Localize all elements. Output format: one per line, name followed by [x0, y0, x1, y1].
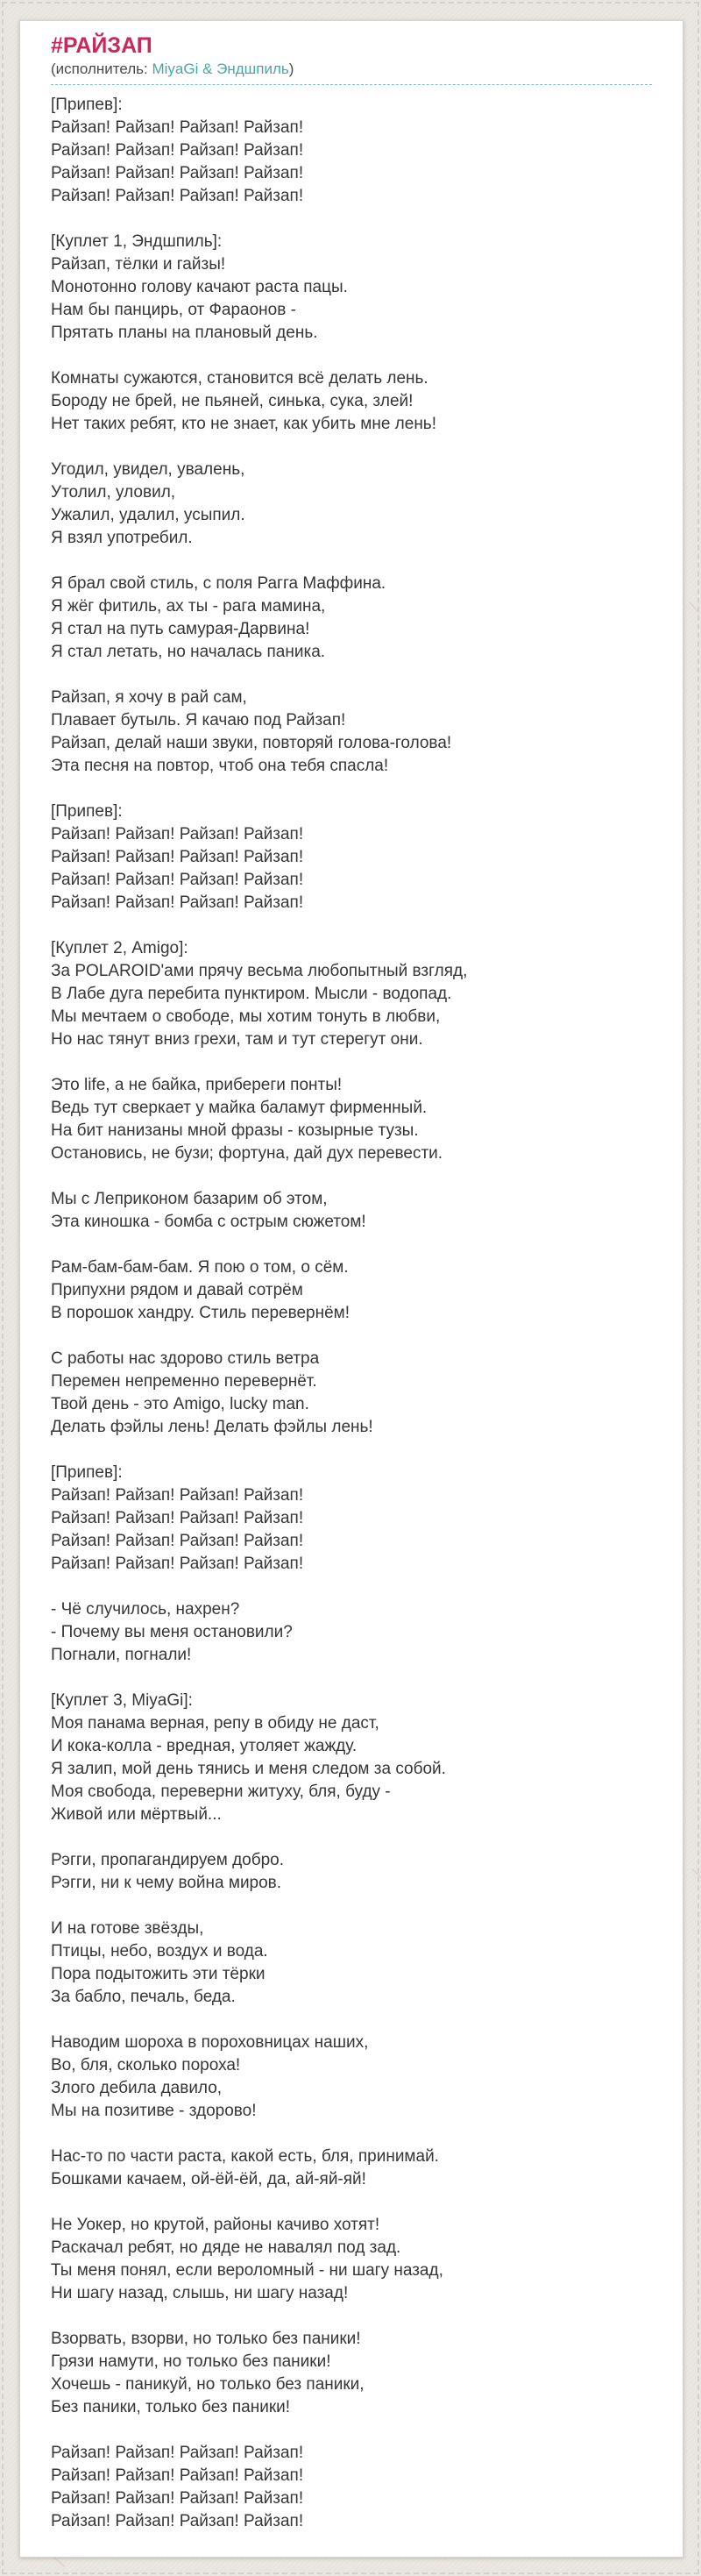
stanza: [Припев]: Райзап! Райзап! Райзап! Райзап! Райзап! Райзап! Райзап! Райзап! Райзап! Райзап! Райзап! Райзап! Райзап! Райзап! Райзап! Райзап! — [51, 96, 304, 205]
stanza: Взорвать, взорви, но только без паники! Грязи намути, но только без паники! Хочешь - паникуй, но только без паники, Без паники, только без паники! — [51, 2330, 365, 2416]
stanza: С работы нас здорово стиль ветра Перемен непременно перевернёт. Твой день - это Amigo, lucky man. Делать фэйлы лень! Делать фэйлы лень! — [51, 1349, 373, 1436]
stanza: [Припев]: Райзап! Райзап! Райзап! Райзап! Райзап! Райзап! Райзап! Райзап! Райзап! Райзап! Райзап! Райзап! Райзап! Райзап! Райзап! Райзап! — [51, 802, 304, 912]
stanza: Это life, а не байка, прибереги понты! Ведь тут сверкает у майка баламут фирменный. На бит нанизаны мной фразы - козырные тузы. Остановись, не бузи; фортуна, дай дух перевести. — [51, 1076, 443, 1163]
stanza: [Припев]: Райзап! Райзап! Райзап! Райзап! Райзап! Райзап! Райзап! Райзап! Райзап! Райзап! Райзап! Райзап! Райзап! Райзап! Райзап! Райзап! — [51, 1463, 304, 1573]
artist-prefix-label: (исполнитель: — [51, 60, 152, 77]
stanza: Райзап, я хочу в рай сам, Плавает бутыль. Я качаю под Райзап! Райзап, делай наши звуки, повторяй голова-голова! Эта песня на повтор, чтоб она тебя спасла! — [51, 688, 452, 775]
artist-line — [51, 61, 652, 85]
stanza: Я брал свой стиль, с поля Рагга Маффина. Я жёг фитиль, ах ты - рага мамина, Я стал на путь самурая-Дарвина! Я стал летать, но началась паника. — [51, 574, 386, 661]
stanza: И на готове звёзды, Птицы, небо, воздух и вода. Пора подытожить эти тёрки За бабло, печаль, беда. — [51, 1919, 268, 2006]
stanza: [Куплет 1, Эндшпиль]: Райзап, тёлки и гайзы! Монотонно голову качают раста пацы. Нам бы панцирь, от Фараонов - Прятать планы на плановый день. — [51, 232, 348, 342]
page-title: #РАЙЗАП — [51, 33, 152, 58]
lyrics-card — [19, 20, 683, 2558]
artist-link[interactable]: MiyaGi & Эндшпиль — [152, 60, 289, 77]
stanza: Рам-бам-бам-бам. Я пою о том, о сём. Припухни рядом и давай сотрём В порошок хандру. Стиль перевернём! — [51, 1258, 350, 1322]
stanza: Нас-то по части раста, какой есть, бля, принимай. Бошками качаем, ой-ёй-ёй, да, ай-яй-яй! — [51, 2147, 439, 2188]
paper-scratch — [689, 601, 698, 613]
paper-scratch — [53, 2556, 65, 2566]
stanza: Рэгги, пропагандируем добро. Рэгги, ни к чему война миров. — [51, 1851, 285, 1892]
stanza: Райзап! Райзап! Райзап! Райзап! Райзап! Райзап! Райзап! Райзап! Райзап! Райзап! Райзап! Райзап! Райзап! Райзап! Райзап! Райзап! — [51, 2444, 304, 2530]
stanza: - Чё случилось, нахрен? - Почему вы меня остановили? Погнали, погнали! — [51, 1600, 293, 1664]
lyrics — [51, 94, 652, 2533]
stanza: [Куплет 2, Amigo]: За POLAROID'ами прячу весьма любопытный взгляд, В Лабе дуга перебита пунктиром. Мысли - водопад. Мы мечтаем о свободе, мы хотим тонуть в любви, Но нас тянут вниз грехи, там и тут стерегут они. — [51, 939, 468, 1049]
stanza: Мы с Леприконом базарим об этом, Эта киношка - бомба с острым сюжетом! — [51, 1190, 366, 1231]
stanza: Наводим шороха в пороховницах наших, Во, бля, сколько пороха! Злого дебила давило, Мы на позитиве - здорово! — [51, 2033, 369, 2120]
paper-scratch — [692, 1868, 701, 1877]
stanza: [Куплет 3, MiyaGi]: Моя панама верная, репу в обиду не даст, И кока-колла - вредная, утоляет жажду. Я залип, мой день тянись и меня следом за собой. Моя свобода, переверни житуху, бля, буду - Живой или мёртвый... — [51, 1691, 446, 1824]
stanza: Угодил, увидел, увалень, Утолил, уловил, Ужалил, удалил, усыпил. Я взял употребил. — [51, 460, 245, 547]
stanza: Не Уокер, но крутой, районы качиво хотят! Раскачал ребят, но дяде не навалял под зад. Ты меня понял, если вероломный - ни шагу назад, Ни шагу назад, слышь, ни шагу назад! — [51, 2216, 443, 2302]
stanza: Комнаты сужаются, становится всё делать лень. Бороду не брей, не пьяней, синька, сука, злей! Нет таких ребят, кто не знает, как убить мне лень! — [51, 369, 436, 433]
artist-suffix-label: ) — [288, 60, 294, 77]
